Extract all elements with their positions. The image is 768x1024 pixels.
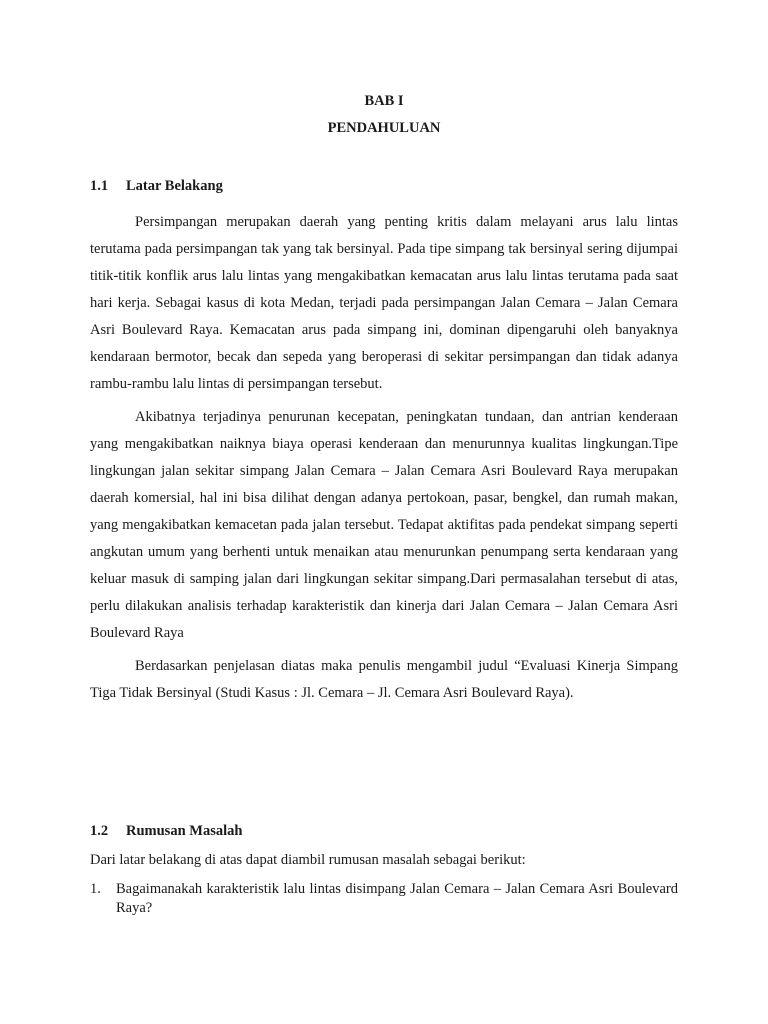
list-item-text: Bagaimanakah karakteristik lalu lintas disimpang Jalan Cemara – Jalan Cemara Asri Boulevard Raya? <box>116 881 678 916</box>
section-title: Latar Belakang <box>126 178 223 194</box>
paragraph-2: Akibatnya terjadinya penurunan kecepatan, peningkatan tundaan, dan antrian kenderaan yang mengakibatkan naiknya biaya operasi kenderaan dan menurunnya kualitas lingkungan.Tipe lingkungan jalan sekitar simpang Jalan Cemara – Jalan Cemara Asri Boulevard Raya merupakan daerah komersial, hal ini bisa dilihat dengan adanya pertokoan, pasar, bengkel, dan rumah makan, yang mengakibatkan kemacetan pada jalan tersebut. Tedapat aktifitas pada pendekat simpang seperti angkutan umum yang berhenti untuk menaikan atau menurunkan penumpang serta kendaraan yang keluar masuk di samping jalan dari lingkungan sekitar simpang.Dari permasalahan tersebut di atas, perlu dilakukan analisis terhadap karakteristik dan kinerja dari Jalan Cemara – Jalan Cemara Asri Boulevard Raya <box>90 409 678 641</box>
section-title: Rumusan Masalah <box>126 823 243 839</box>
section-heading-rumusan-masalah <box>90 823 242 840</box>
paragraph-3: Berdasarkan penjelasan diatas maka penulis mengambil judul “Evaluasi Kinerja Simpang Tiga Tidak Bersinyal (Studi Kasus : Jl. Cemara – Jl. Cemara Asri Boulevard Raya). <box>90 658 678 701</box>
chapter-number: BAB I <box>364 93 404 109</box>
list-marker: 1. <box>90 881 101 897</box>
section-number: 1.1 <box>90 178 109 194</box>
section-intro: Dari latar belakang di atas dapat diambil rumusan masalah sebagai berikut: <box>90 852 526 868</box>
paragraph-1: Persimpangan merupakan daerah yang penting kritis dalam melayani arus lalu lintas terutama pada persimpangan tak yang tak bersinyal. Pada tipe simpang tak bersinyal sering dijumpai titik-titik konflik arus lalu lintas yang mengakibatkan kemacatan arus lalu lintas terutama pada saat hari kerja. Sebagai kasus di kota Medan, terjadi pada persimpangan Jalan Cemara – Jalan Cemara Asri Boulevard Raya. Kemacatan arus pada simpang ini, dominan dipengaruhi oleh banyaknya kendaraan bermotor, becak dan sepeda yang beroperasi di sekitar persimpangan dan tidak adanya rambu-rambu lalu lintas di persimpangan tersebut. <box>90 214 678 392</box>
section-heading-latar-belakang <box>90 178 223 195</box>
list-item <box>90 880 678 918</box>
section-number: 1.2 <box>90 823 109 839</box>
chapter-title: PENDAHULUAN <box>327 120 441 136</box>
